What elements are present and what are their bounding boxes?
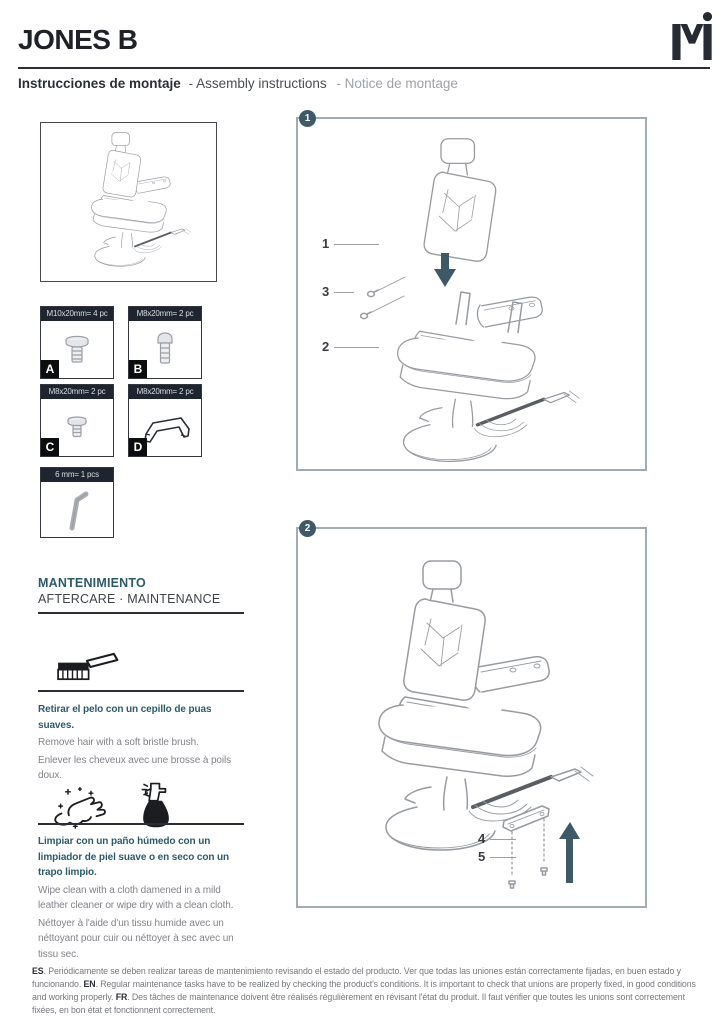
footer-text-es: . Periódicamente se deben realizar tareas de mantenimiento revisando el estado del producto. Ver que todas las uniones están correctamente fijadas, en buen estado y funcionando. <box>32 966 681 989</box>
maintenance-step1-text <box>38 702 250 784</box>
callout-4: 4 <box>478 833 516 845</box>
part-letter: D <box>129 438 147 456</box>
part-box-b <box>128 306 202 379</box>
part-spec: M8x20mm= 2 pc <box>129 307 201 321</box>
chair-footrest-illustration <box>298 529 645 906</box>
product-thumbnail <box>40 122 217 282</box>
subtitle-en: - Assembly instructions <box>188 76 327 91</box>
leader-line <box>334 244 379 245</box>
part-letter: C <box>41 438 59 456</box>
brush-icon <box>52 648 120 691</box>
footer-label-fr: FR <box>115 992 128 1002</box>
footer-maintenance-note <box>32 965 696 1017</box>
maintenance-title-es: MANTENIMIENTO <box>38 576 146 590</box>
tool-spec: 6 mm= 1 pcs <box>41 468 113 482</box>
section-divider <box>38 823 244 825</box>
step1-en: Remove hair with a soft bristle brush. <box>38 737 199 748</box>
leader-line <box>334 292 354 293</box>
footer-text-en: . Regular maintenance tasks have to be realized by checking the product's conditions. It is important to check that unions are properly fixed, in good conditions and working properly. <box>32 979 696 1002</box>
subtitle <box>18 76 458 91</box>
part-spec: M10x20mm= 4 pc <box>41 307 113 321</box>
maintenance-title-en: AFTERCARE · MAINTENANCE <box>38 592 221 606</box>
assembly-step-1-diagram <box>296 113 647 471</box>
callout-3: 3 <box>322 286 354 298</box>
subtitle-fr: - Notice de montage <box>336 76 458 91</box>
callout-2: 2 <box>322 341 379 353</box>
spray-bottle-icon <box>138 780 174 835</box>
callout-5: 5 <box>478 851 516 863</box>
maintenance-step2-text <box>38 834 250 962</box>
leader-line <box>334 347 379 348</box>
footer-label-en: EN <box>83 979 96 989</box>
allen-key-icon <box>41 482 113 537</box>
leader-line <box>490 839 516 840</box>
footer-label-es: ES <box>32 966 44 976</box>
section-divider <box>38 690 244 692</box>
page-title: JONES B <box>18 24 138 55</box>
part-letter: B <box>129 360 147 378</box>
brand-logo-icon <box>672 12 712 65</box>
step1-fr: Enlever les cheveux avec une brosse à poils doux. <box>38 754 232 781</box>
part-letter: A <box>41 360 59 378</box>
step-1-badge: 1 <box>299 110 316 127</box>
cleaning-icons <box>48 780 174 835</box>
step2-fr: Néttoyer à l'aide d'un tissu humide avec un néttoyant pour cuir ou néttoyer à sec avec un tissu sec. <box>38 917 234 960</box>
leader-line <box>490 857 516 858</box>
maintenance-section-header <box>38 576 244 606</box>
part-spec: M8x20mm= 2 pc <box>129 385 201 399</box>
hand-wipe-icon <box>48 784 110 835</box>
step2-es: Limpiar con un paño húmedo con un limpiador de piel suave o en seco con un trapo limpio. <box>38 836 230 878</box>
callout-1: 1 <box>322 238 379 250</box>
part-box-c <box>40 384 114 457</box>
part-box-d <box>128 384 202 457</box>
step2-en: Wipe clean with a cloth damened in a mild leather cleaner or wipe dry with a clean cloth. <box>38 884 234 911</box>
subtitle-es: Instrucciones de montaje <box>18 76 181 91</box>
tool-box <box>40 467 114 538</box>
step1-es: Retirar el pelo con un cepillo de puas suaves. <box>38 704 212 731</box>
part-spec: M8x20mm= 2 pc <box>41 385 113 399</box>
assembly-step-2-diagram <box>296 523 647 908</box>
section-divider <box>38 612 244 614</box>
footer-text-fr: . Des tâches de maintenance doivent être réalisés régulièrement en révisant l'état du produit. Il faut vérifier que toutes les unions sont correctement fixées, en bon état et fonctionnent correctement. <box>32 992 685 1015</box>
header-divider <box>18 67 710 69</box>
step-2-badge: 2 <box>299 520 316 537</box>
part-box-a <box>40 306 114 379</box>
barber-chair-thumbnail-illustration <box>48 128 210 276</box>
